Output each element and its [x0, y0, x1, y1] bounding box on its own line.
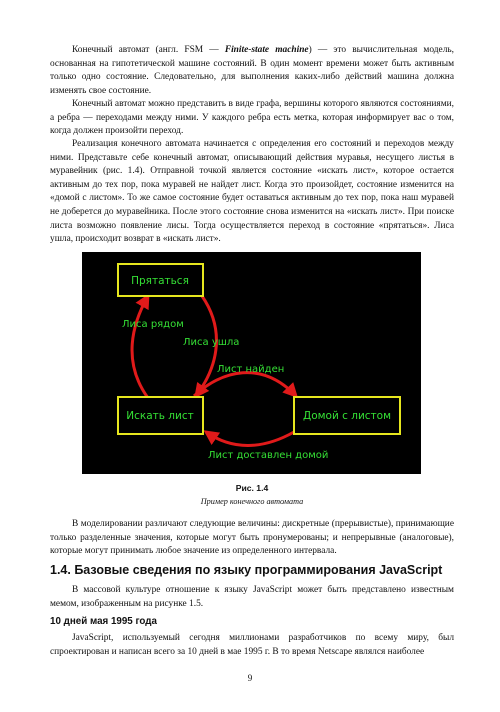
term-emphasis: Finite-state machine	[224, 45, 309, 55]
state-search	[118, 397, 203, 434]
paragraph-graph	[50, 98, 454, 139]
figure-caption-subtitle: Пример конечного автомата	[200, 497, 304, 506]
paragraph-meme	[50, 584, 454, 611]
arrow-leaf-delivered	[206, 432, 294, 446]
section-heading: 1.4. Базовые сведения по языку программирования JavaScript	[50, 563, 443, 577]
paragraph-text: Реализация конечного автомата начинается с определения его состояний и переходов между ними. Представьте себе конечный автомат, описывающий действия муравья, несущего листья в муравейник (рис. 1.4). Отправной точкой является состояние «искать лист», которое остается активным до тех пор, пока муравей не найдет лист. Когда это произойдет, состояние изменится на «домой с листом». То же самое состояние будет оставаться активным до тех пор, пока наш муравей не доберется до муравейника. После этого состояние снова изменится на «искать лист». При поиске листа возможно появление лисы. Тогда осуществляется переход в состояние «прятаться». Лиса ушла, происходит возврат в «искать лист».	[50, 139, 454, 245]
state-home-label: Домой с листом	[302, 410, 392, 422]
state-home	[294, 397, 400, 434]
paragraph-fsm-definition	[50, 44, 454, 98]
paragraph-text: В моделировании различают следующие величины: дискретные (прерывистые), принимающие только разделенные значения, которые могут быть пронумерованы; и непрерывные (аналоговые), которые могут принимать любое значение из определенного интервала.	[50, 519, 454, 557]
label-leaf-found: Лист найден	[217, 364, 285, 375]
page-number: 9	[247, 673, 253, 683]
paragraph-text: В массовой культуре отношение к языку JavaScript может быть представлено известным мемом, изображенным на рисунке 1.5.	[50, 585, 454, 609]
fsm-diagram	[82, 252, 421, 474]
paragraph-ant-example	[50, 138, 454, 247]
paragraph-text: Конечный автомат (англ. FSM —	[72, 45, 225, 55]
paragraph-history	[50, 632, 454, 659]
paragraph-text: ) — это вычислительная модель, основанная на гипотетической машине состояний. В один момент времени может быть активным только одно состояние. Следовательно, для выполнения каких-либо действий машина должна изменять свое состояние.	[50, 45, 454, 96]
label-leaf-delivered: Лист доставлен домой	[208, 450, 329, 461]
state-hide-label: Прятаться	[131, 275, 189, 287]
arrow-fox-near	[132, 296, 148, 398]
state-search-label: Искать лист	[126, 410, 194, 422]
paragraph-text: JavaScript, используемый сегодня миллионами разработчиков по всему миру, был спроектирован и написан всего за 10 дней в мае 1995 г. В то время Netscape являлся наиболее	[50, 633, 454, 657]
subsection-heading: 10 дней мая 1995 года	[50, 616, 157, 627]
paragraph-text: Конечный автомат можно представить в виде графа, вершины которого являются состояниями, а ребра — переходами между ними. У каждого ребра есть метка, которая информирует вас о том, когда должен произойти переход.	[50, 99, 454, 137]
label-fox-near: Лиса рядом	[122, 319, 184, 330]
paragraph-modeling	[50, 518, 454, 559]
figure-caption-title: Рис. 1.4	[235, 483, 269, 493]
label-fox-gone: Лиса ушла	[183, 337, 240, 348]
state-hide	[118, 264, 203, 296]
